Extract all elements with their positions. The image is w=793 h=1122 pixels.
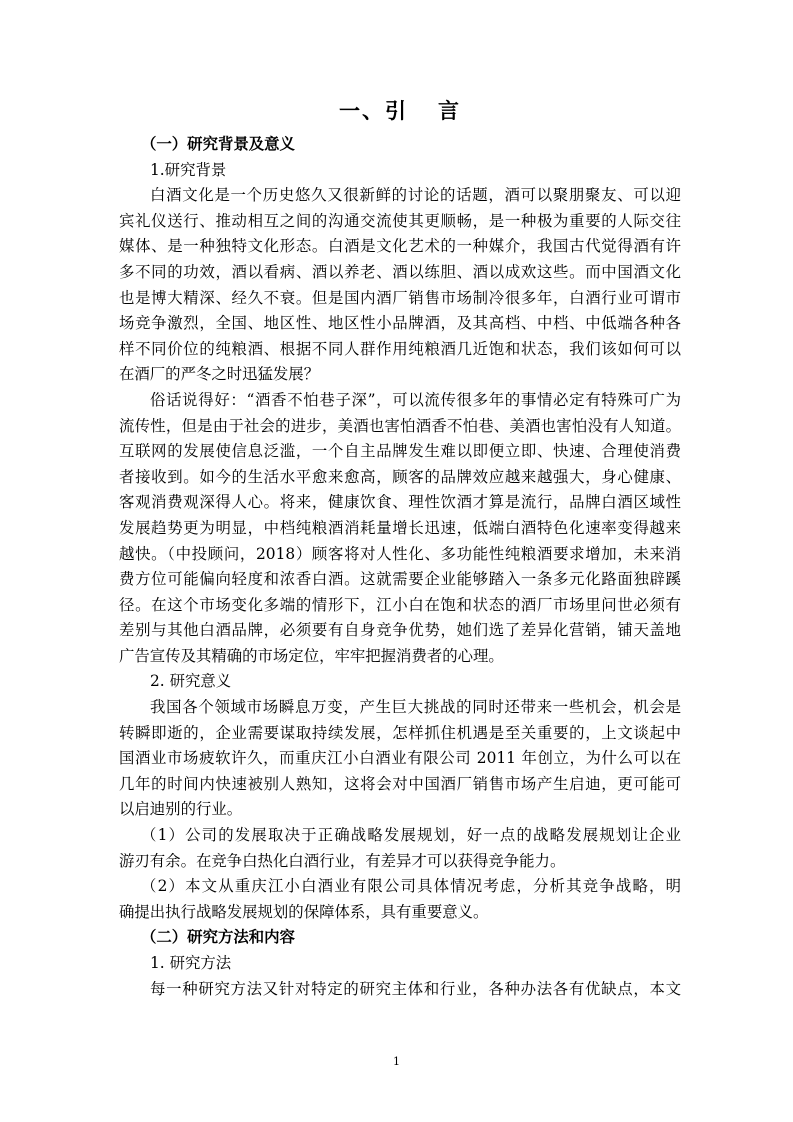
text-line: 客观消费观深得人心。将来，健康饮食、理性饮酒才算是流行，品牌白酒区域性 [119,493,681,512]
text-line: 每一种研究方法又针对特定的研究主体和行业，各种办法各有优缺点，本文 [150,979,681,998]
text-line: 者接收到。如今的生活水平愈来愈高，顾客的品牌效应越来越强大，身心健康、 [119,467,681,486]
text-line: 俗话说得好：“酒香不怕巷子深”，可以流传很多年的事情必定有特殊可广为 [150,390,681,409]
chapter-title-right: 言 [438,98,461,123]
section-heading-methods: （二）研究方法和内容 [141,928,295,947]
page-number: 1 [393,1055,400,1068]
text-line: 游刃有余。在竞争白热化白酒行业，有差异才可以获得竞争能力。 [119,851,566,870]
text-line: 我国各个领域市场瞬息万变，产生巨大挑战的同时还带来一些机会，机会是 [150,698,681,717]
text-line: 差别与其他白酒品牌，必须要有自身竞争优势，她们选了差异化营销，铺天盖地 [119,621,681,640]
text-line: 多不同的功效，酒以看病、酒以养老、酒以练胆、酒以成欢这些。而中国酒文化 [119,262,681,281]
text-line: 广告宣传及其精确的市场定位，牢牢把握消费者的心理。 [119,646,504,665]
text-line: （2）本文从重庆江小白酒业有限公司具体情况考虑，分析其竞争战略，明 [141,877,681,896]
text-line: 国酒业市场疲软许久，而重庆江小白酒业有限公司 2011 年创立，为什么可以在 [119,749,681,768]
text-line: 场竞争激烈，全国、地区性、地区性小品牌酒，及其高档、中档、中低端各种各 [119,314,681,333]
page-content [119,96,681,1002]
text-line: 费方位可能偏向轻度和浓香白酒。这就需要企业能够踏入一条多元化路面独辟蹊 [119,570,681,589]
subsection-heading-background: 1.研究背景 [150,160,227,179]
text-line: 几年的时间内快速被别人熟知，这将会对中国酒厂销售市场产生启迪，更可能可 [119,774,681,793]
text-line: 样不同价位的纯粮酒、根据不同人群作用纯粮酒几近饱和状态，我们该如何可以 [119,339,681,358]
text-line: 也是博大精深、经久不衰。但是国内酒厂销售市场制冷很多年，白酒行业可谓市 [119,288,681,307]
paragraph-methods [119,977,681,1003]
text-line: 媒体、是一种独特文化形态。白酒是文化艺术的一种媒介，我国古代觉得酒有许 [119,237,681,256]
chapter-title [119,96,681,126]
subsection-heading-significance: 2. 研究意义 [150,672,232,691]
text-line: 径。在这个市场变化多端的情形下，江小白在饱和状态的酒厂市场里问世必须有 [119,595,681,614]
chapter-title-left: 一、引 [339,98,408,123]
text-line: 转瞬即逝的，企业需要谋取持续发展，怎样抓住机遇是至关重要的，上文谈起中 [119,723,681,742]
text-line: 确提出执行战略发展规划的保障体系，具有重要意义。 [119,902,489,921]
text-line: 白酒文化是一个历史悠久又很新鲜的讨论的话题，酒可以聚朋聚友、可以迎 [150,186,681,205]
text-line: 互联网的发展使信息泛滥，一个自主品牌发生难以即便立即、快速、合理使消费 [119,442,681,461]
text-line: 在酒厂的严冬之时迅猛发展？ [119,365,320,384]
paragraph-background-1 [119,183,681,388]
subsection-heading-methods: 1. 研究方法 [150,954,232,972]
paragraph-point-2 [119,874,681,925]
paragraph-significance [119,695,681,823]
text-line: 流传性，但是由于社会的进步，美酒也害怕酒香不怕巷、美酒也害怕没有人知道。 [119,416,681,435]
text-line: 以启迪别的行业。 [119,800,243,819]
text-line: （1）公司的发展取决于正确战略发展规划，好一点的战略发展规划让企业 [141,826,681,845]
section-heading-background: （一）研究背景及意义 [141,135,295,153]
paragraph-background-2 [119,388,681,670]
text-line: 发展趋势更为明显，中档纯粮酒消耗量增长迅速，低端白酒特色化速率变得越来 [119,518,681,537]
text-line: 宾礼仪送行、推动相互之间的沟通交流使其更顺畅，是一种极为重要的人际交往 [119,211,681,230]
paragraph-point-1 [119,823,681,874]
text-line: 越快。（中投顾问，2018）顾客将对人性化、多功能性纯粮酒要求增加，未来消 [119,544,681,563]
